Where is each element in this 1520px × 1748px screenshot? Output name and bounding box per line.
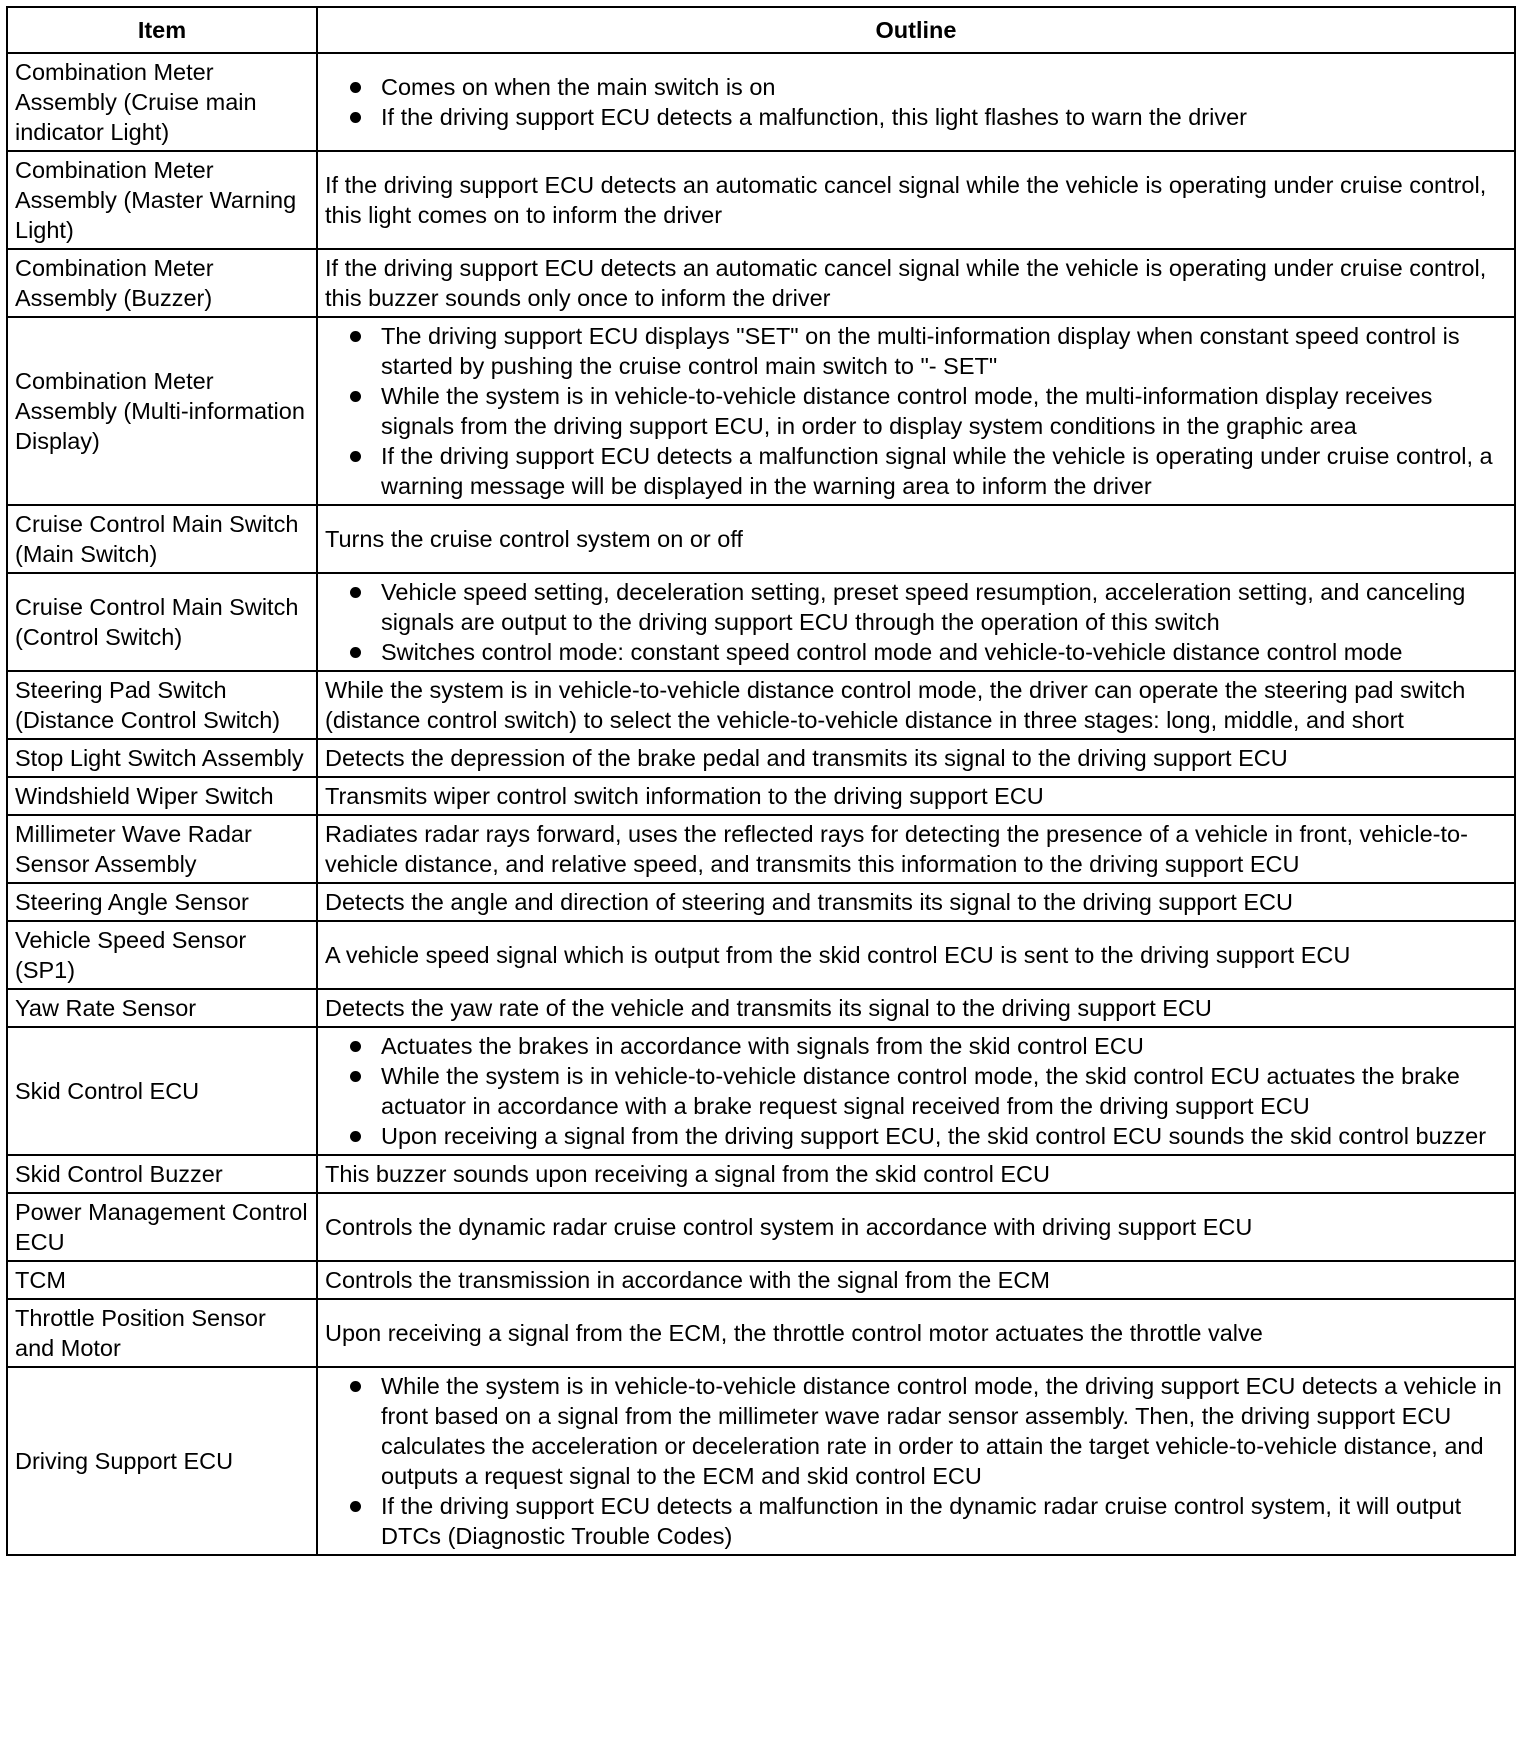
item-cell: Combination Meter Assembly (Buzzer) bbox=[7, 249, 317, 317]
item-cell: Vehicle Speed Sensor (SP1) bbox=[7, 921, 317, 989]
list-item bbox=[347, 637, 1507, 667]
outline-bullet-list bbox=[325, 577, 1507, 667]
item-cell: Skid Control ECU bbox=[7, 1027, 317, 1155]
table-row bbox=[7, 1299, 1515, 1367]
item-cell: Windshield Wiper Switch bbox=[7, 777, 317, 815]
bullet-dot-icon bbox=[350, 1381, 361, 1392]
item-cell: Millimeter Wave Radar Sensor Assembly bbox=[7, 815, 317, 883]
outline-bullet-list bbox=[325, 1031, 1507, 1151]
list-item bbox=[347, 102, 1507, 132]
table-row bbox=[7, 573, 1515, 671]
bullet-text: Switches control mode: constant speed control mode and vehicle-to-vehicle distance control mode bbox=[381, 639, 1403, 665]
outline-cell: This buzzer sounds upon receiving a signal from the skid control ECU bbox=[317, 1155, 1515, 1193]
list-item bbox=[347, 72, 1507, 102]
list-item bbox=[347, 1121, 1507, 1151]
table-row bbox=[7, 151, 1515, 249]
bullet-text: While the system is in vehicle-to-vehicle distance control mode, the driving support ECU detects a vehicle in front based on a signal from the millimeter wave radar sensor assembly. Then, the driving support ECU calculates the acceleration or deceleration rate in order to attain the target vehicle-to-vehicle distance, and outputs a request signal to the ECM and skid control ECU bbox=[381, 1373, 1502, 1489]
bullet-dot-icon bbox=[350, 647, 361, 658]
item-cell: Combination Meter Assembly (Multi-information Display) bbox=[7, 317, 317, 505]
item-cell: Yaw Rate Sensor bbox=[7, 989, 317, 1027]
table-row bbox=[7, 671, 1515, 739]
outline-cell: Controls the dynamic radar cruise control system in accordance with driving support ECU bbox=[317, 1193, 1515, 1261]
outline-cell: Turns the cruise control system on or off bbox=[317, 505, 1515, 573]
item-cell: Driving Support ECU bbox=[7, 1367, 317, 1555]
bullet-text: Vehicle speed setting, deceleration setting, preset speed resumption, acceleration setting, and canceling signals are output to the driving support ECU through the operation of this switch bbox=[381, 579, 1466, 635]
item-cell: Combination Meter Assembly (Cruise main indicator Light) bbox=[7, 53, 317, 151]
item-cell: Combination Meter Assembly (Master Warning Light) bbox=[7, 151, 317, 249]
item-cell: Cruise Control Main Switch (Control Switch) bbox=[7, 573, 317, 671]
outline-cell: Radiates radar rays forward, uses the reflected rays for detecting the presence of a vehicle in front, vehicle-to-vehicle distance, and relative speed, and transmits this information to the driving support ECU bbox=[317, 815, 1515, 883]
item-cell: Stop Light Switch Assembly bbox=[7, 739, 317, 777]
list-item bbox=[347, 1061, 1507, 1121]
outline-cell: A vehicle speed signal which is output from the skid control ECU is sent to the driving support ECU bbox=[317, 921, 1515, 989]
list-item bbox=[347, 1491, 1507, 1551]
table-row bbox=[7, 1155, 1515, 1193]
outline-bullet-list bbox=[325, 1371, 1507, 1551]
table-row bbox=[7, 921, 1515, 989]
bullet-text: Upon receiving a signal from the driving support ECU, the skid control ECU sounds the skid control buzzer bbox=[381, 1123, 1487, 1149]
bullet-dot-icon bbox=[350, 331, 361, 342]
bullet-dot-icon bbox=[350, 391, 361, 402]
table-row bbox=[7, 989, 1515, 1027]
outline-bullet-list bbox=[325, 72, 1507, 132]
bullet-text: While the system is in vehicle-to-vehicle distance control mode, the skid control ECU actuates the brake actuator in accordance with a brake request signal received from the driving support ECU bbox=[381, 1063, 1460, 1119]
list-item bbox=[347, 1031, 1507, 1061]
table-row bbox=[7, 815, 1515, 883]
table-row bbox=[7, 1193, 1515, 1261]
list-item bbox=[347, 321, 1507, 381]
bullet-dot-icon bbox=[350, 1071, 361, 1082]
item-cell: Cruise Control Main Switch (Main Switch) bbox=[7, 505, 317, 573]
outline-cell: Detects the depression of the brake pedal and transmits its signal to the driving support ECU bbox=[317, 739, 1515, 777]
item-cell: TCM bbox=[7, 1261, 317, 1299]
bullet-text: If the driving support ECU detects a malfunction, this light flashes to warn the driver bbox=[381, 104, 1248, 130]
table-body bbox=[7, 53, 1515, 1555]
table-row bbox=[7, 505, 1515, 573]
bullet-text: Actuates the brakes in accordance with signals from the skid control ECU bbox=[381, 1033, 1144, 1059]
outline-cell: Controls the transmission in accordance with the signal from the ECM bbox=[317, 1261, 1515, 1299]
table-row bbox=[7, 249, 1515, 317]
outline-cell: Detects the yaw rate of the vehicle and transmits its signal to the driving support ECU bbox=[317, 989, 1515, 1027]
table-row bbox=[7, 1261, 1515, 1299]
item-cell: Skid Control Buzzer bbox=[7, 1155, 317, 1193]
table-row bbox=[7, 739, 1515, 777]
table-row bbox=[7, 777, 1515, 815]
table-row bbox=[7, 317, 1515, 505]
outline-cell: Transmits wiper control switch information to the driving support ECU bbox=[317, 777, 1515, 815]
bullet-dot-icon bbox=[350, 1501, 361, 1512]
list-item bbox=[347, 577, 1507, 637]
bullet-text: Comes on when the main switch is on bbox=[381, 74, 776, 100]
bullet-text: If the driving support ECU detects a malfunction in the dynamic radar cruise control system, it will output DTCs (Diagnostic Trouble Codes) bbox=[381, 1493, 1462, 1549]
table-row bbox=[7, 1027, 1515, 1155]
bullet-dot-icon bbox=[350, 1131, 361, 1142]
table-row bbox=[7, 883, 1515, 921]
component-outline-table bbox=[6, 6, 1516, 1556]
list-item bbox=[347, 381, 1507, 441]
outline-cell bbox=[317, 317, 1515, 505]
bullet-dot-icon bbox=[350, 1041, 361, 1052]
outline-cell: While the system is in vehicle-to-vehicle distance control mode, the driver can operate the steering pad switch (distance control switch) to select the vehicle-to-vehicle distance in three stages: long, middle, and short bbox=[317, 671, 1515, 739]
bullet-dot-icon bbox=[350, 112, 361, 123]
bullet-dot-icon bbox=[350, 451, 361, 462]
bullet-dot-icon bbox=[350, 82, 361, 93]
outline-cell: If the driving support ECU detects an automatic cancel signal while the vehicle is operating under cruise control, this buzzer sounds only once to inform the driver bbox=[317, 249, 1515, 317]
outline-cell: If the driving support ECU detects an automatic cancel signal while the vehicle is operating under cruise control, this light comes on to inform the driver bbox=[317, 151, 1515, 249]
outline-cell: Upon receiving a signal from the ECM, the throttle control motor actuates the throttle valve bbox=[317, 1299, 1515, 1367]
outline-cell bbox=[317, 1367, 1515, 1555]
item-cell: Steering Angle Sensor bbox=[7, 883, 317, 921]
bullet-text: If the driving support ECU detects a malfunction signal while the vehicle is operating under cruise control, a warning message will be displayed in the warning area to inform the driver bbox=[381, 443, 1493, 499]
table-row bbox=[7, 53, 1515, 151]
list-item bbox=[347, 441, 1507, 501]
item-cell: Steering Pad Switch (Distance Control Switch) bbox=[7, 671, 317, 739]
bullet-text: While the system is in vehicle-to-vehicle distance control mode, the multi-information display receives signals from the driving support ECU, in order to display system conditions in the graphic area bbox=[381, 383, 1433, 439]
outline-cell bbox=[317, 573, 1515, 671]
table-row bbox=[7, 1367, 1515, 1555]
outline-bullet-list bbox=[325, 321, 1507, 501]
bullet-dot-icon bbox=[350, 587, 361, 598]
outline-cell bbox=[317, 53, 1515, 151]
bullet-text: The driving support ECU displays "SET" on the multi-information display when constant speed control is started by pushing the cruise control main switch to "- SET" bbox=[381, 323, 1460, 379]
column-header-outline: Outline bbox=[317, 7, 1515, 53]
outline-cell: Detects the angle and direction of steering and transmits its signal to the driving support ECU bbox=[317, 883, 1515, 921]
item-cell: Throttle Position Sensor and Motor bbox=[7, 1299, 317, 1367]
column-header-item: Item bbox=[7, 7, 317, 53]
item-cell: Power Management Control ECU bbox=[7, 1193, 317, 1261]
list-item bbox=[347, 1371, 1507, 1491]
outline-cell bbox=[317, 1027, 1515, 1155]
component-outline-document bbox=[6, 6, 1514, 1556]
table-header-row bbox=[7, 7, 1515, 53]
